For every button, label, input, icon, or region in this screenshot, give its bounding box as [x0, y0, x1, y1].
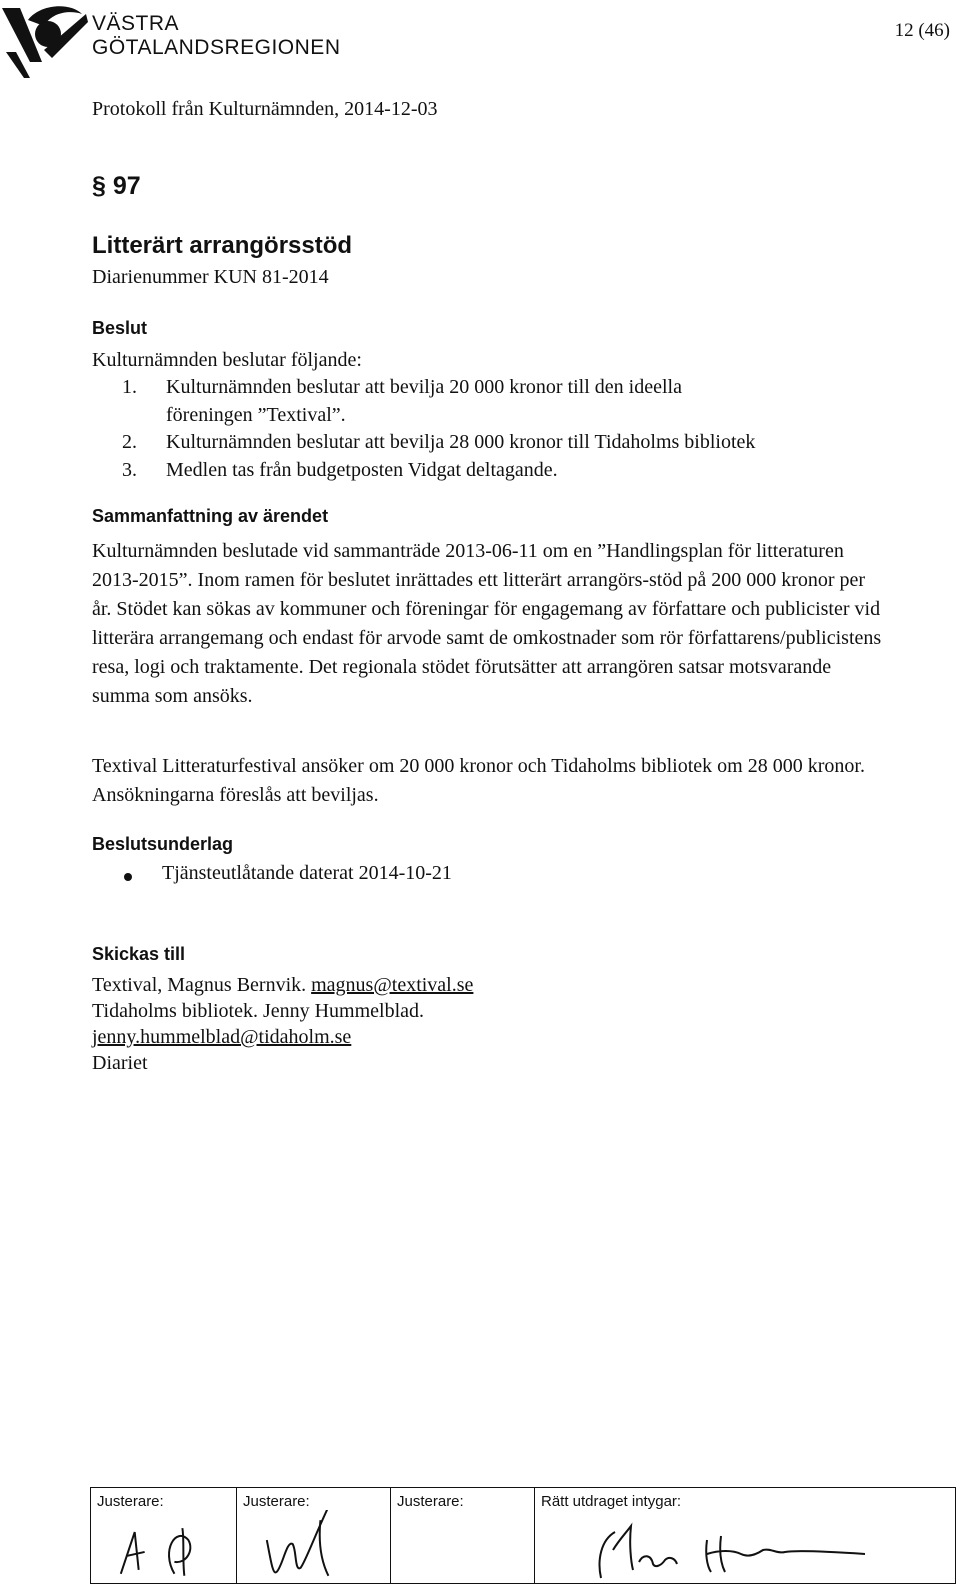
diary-number: Diarienummer KUN 81-2014 [92, 266, 329, 288]
basis-heading: Beslutsunderlag [92, 834, 234, 854]
decision-item-number: 1. [122, 376, 137, 398]
recipient-email-link[interactable]: magnus@textival.se [311, 974, 474, 996]
summary-body: Kulturnämnden beslutade vid sammanträde 2013-06-11 om en ”Handlingsplan för litteraturen 2013-2015”. Inom ramen för beslutet inrättades ett litterärt arrangörs-stöd på 200 000 kronor per år. Stödet kan sökas av kommuner och föreningar för engagemang av författare och publicister vid litterära arrangemang och endast för arvode samt de omkostnader som rör författarens/publicistens resa, logi och traktamente. Det regionala stödet förutsätter att arrangören satsar motsvarande summa som ansöks. [92, 540, 882, 707]
signature-cell [535, 1488, 955, 1583]
handwritten-signature-1 [91, 1510, 236, 1582]
signature-label: Justerare: [97, 1493, 164, 1510]
decision-item-text: Medlen tas från budgetposten Vidgat deltagande. [166, 459, 558, 481]
recipient-email-link[interactable]: jenny.hummelblad@tidaholm.se [92, 1026, 352, 1048]
decision-item-text-cont: föreningen ”Textival”. [166, 404, 346, 426]
org-name [92, 12, 340, 60]
decision-intro: Kulturnämnden beslutar följande: [92, 349, 362, 371]
recipient-name: Textival, Magnus Bernvik. [92, 974, 312, 996]
signature-cell [91, 1488, 237, 1583]
decision-item-text: Kulturnämnden beslutar att bevilja 20 000 kronor till den ideella [166, 376, 682, 398]
signature-table [90, 1487, 956, 1584]
signature-label: Rätt utdraget intygar: [541, 1493, 682, 1510]
protocol-title: Protokoll från Kulturnämnden, 2014-12-03 [92, 98, 438, 120]
signature-label: Justerare: [243, 1493, 310, 1510]
sendto-recipient: Tidaholms bibliotek. Jenny Hummelblad. [92, 1000, 425, 1022]
handwritten-signature-3 [535, 1510, 955, 1582]
summary-heading: Sammanfattning av ärendet [92, 506, 329, 526]
sendto-heading: Skickas till [92, 944, 186, 964]
decision-heading: Beslut [92, 318, 148, 338]
signature-label: Justerare: [397, 1493, 464, 1510]
org-name-line2: GÖTALANDSREGIONEN [92, 36, 341, 59]
bullet-icon [124, 873, 132, 881]
decision-item-continuation [166, 401, 346, 430]
decision-item-number: 2. [122, 431, 137, 453]
decision-item-number: 3. [122, 459, 137, 481]
vgr-logo-icon [0, 0, 88, 80]
signature-cell [391, 1488, 535, 1583]
applications-paragraph: Textival Litteraturfestival ansöker om 20 000 kronor och Tidaholms bibliotek om 28 000 kronor. Ansökningarna föreslås att beviljas. [92, 755, 865, 806]
page-number: 12 (46) [894, 20, 950, 41]
org-name-line1: VÄSTRA [92, 12, 180, 35]
handwritten-signature-2 [237, 1510, 390, 1582]
signature-cell [237, 1488, 391, 1583]
sendto-recipient [92, 974, 473, 997]
document-title: Litterärt arrangörsstöd [92, 232, 353, 259]
section-number: § 97 [92, 172, 141, 200]
sendto-recipient: Diariet [92, 1052, 148, 1074]
decision-item-text: Kulturnämnden beslutar att bevilja 28 000 kronor till Tidaholms bibliotek [166, 431, 756, 453]
basis-item: Tjänsteutlåtande daterat 2014-10-21 [162, 862, 452, 884]
